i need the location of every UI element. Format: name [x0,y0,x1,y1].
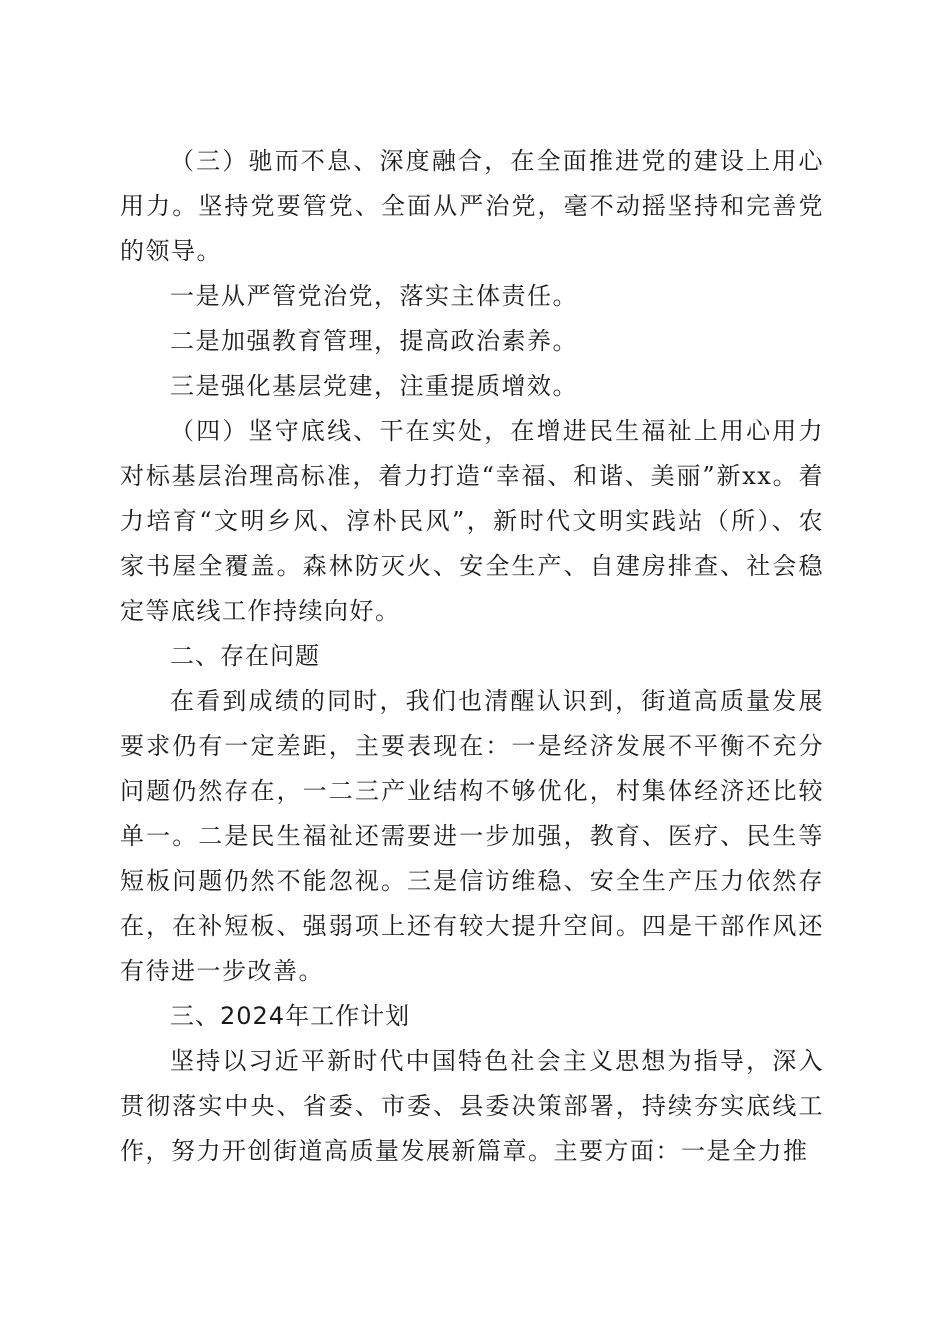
point-2-paragraph: 二是加强教育管理，提高政治素养。 [170,327,578,355]
section-3-paragraph: （三）驰而不息、深度融合，在全面推进党的建设上用心用力。坚持党要管党、全面从严治党，毫不动摇坚持和完善党的领导。 [120,147,824,265]
work-plan-paragraph: 坚持以习近平新时代中国特色社会主义思想为指导，深入贯彻落实中央、省委、市委、县委决策部署，持续夯实底线工作，努力开创街道高质量发展新篇章。主要方面：一是全力推 [120,1047,824,1165]
problems-paragraph: 在看到成绩的同时，我们也清醒认识到，街道高质量发展要求仍有一定差距，主要表现在：一是经济发展不平衡不充分问题仍然存在，一二三产业结构不够优化，村集体经济还比较单一。二是民生福祉还需要进一步加强，教育、医疗、民生等短板问题仍然不能忽视。三是信访维稳、安全生产压力依然存在，在补短板、强弱项上还有较大提升空间。四是干部作风还有待进一步改善。 [120,687,824,985]
section-4-paragraph: （四）坚守底线、干在实处，在增进民生福祉上用心用力对标基层治理高标准，着力打造“幸福、和谐、美丽”新xx。着力培育“文明乡风、淳朴民风”，新时代文明实践站（所）、农家书屋全覆盖。森林防灭火、安全生产、自建房排查、社会稳定等底线工作持续向好。 [120,417,824,625]
point-3-paragraph: 三是强化基层党建，注重提质增效。 [170,372,578,400]
document-body [120,139,824,1174]
heading-existing-problems: 二、存在问题 [170,642,320,670]
heading-work-plan: 三、2024年工作计划 [170,1002,411,1030]
point-1-paragraph: 一是从严管党治党，落实主体责任。 [170,282,578,310]
